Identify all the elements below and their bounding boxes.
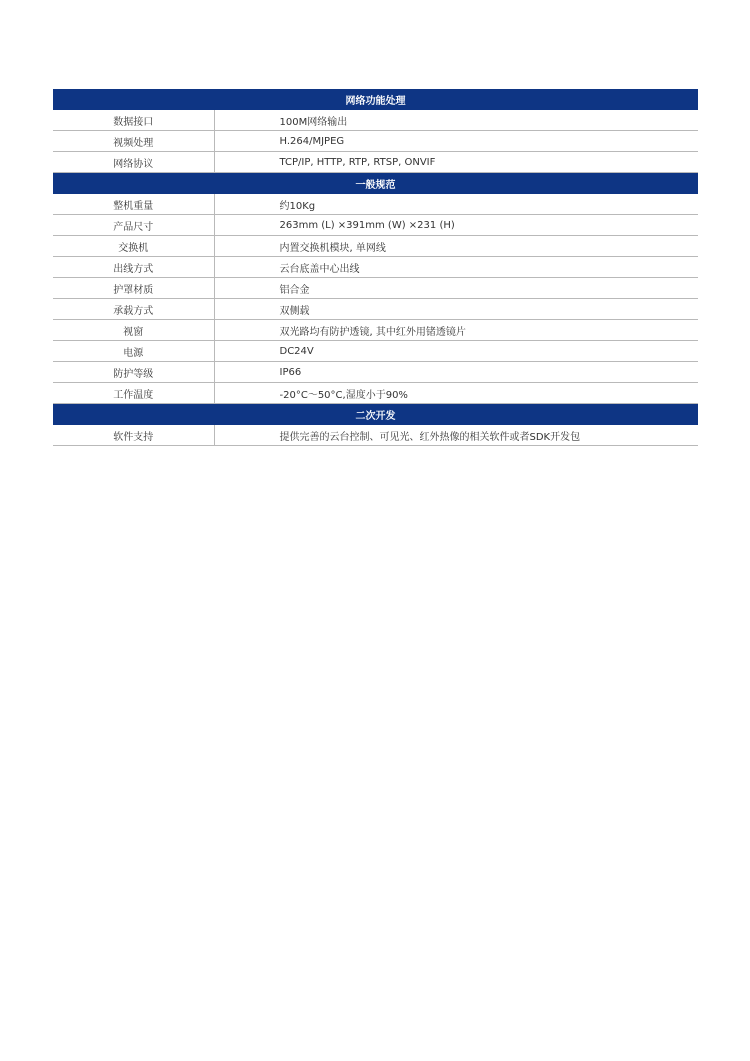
row-value: DC24V bbox=[214, 341, 698, 362]
row-value: H.264/MJPEG bbox=[214, 131, 698, 152]
row-value: 双侧载 bbox=[214, 299, 698, 320]
row-label: 软件支持 bbox=[53, 425, 214, 446]
section-header-network bbox=[53, 89, 698, 110]
row-value: -20°C～50°C,湿度小于90% bbox=[214, 383, 698, 404]
table-row bbox=[53, 278, 698, 299]
row-label: 数据接口 bbox=[53, 110, 214, 131]
table-row bbox=[53, 236, 698, 257]
row-value: 263mm (L) ×391mm (W) ×231 (H) bbox=[214, 215, 698, 236]
row-value: 双光路均有防护透镜, 其中红外用锗透镜片 bbox=[214, 320, 698, 341]
section-header-development bbox=[53, 404, 698, 425]
row-label: 整机重量 bbox=[53, 194, 214, 215]
row-label: 产品尺寸 bbox=[53, 215, 214, 236]
row-label: 工作温度 bbox=[53, 383, 214, 404]
section-title: 二次开发 bbox=[53, 404, 698, 425]
row-value: 内置交换机模块, 单网线 bbox=[214, 236, 698, 257]
table-row bbox=[53, 110, 698, 131]
section-header-general bbox=[53, 173, 698, 194]
table-row bbox=[53, 152, 698, 173]
table-row bbox=[53, 341, 698, 362]
table-row bbox=[53, 362, 698, 383]
table-row bbox=[53, 299, 698, 320]
table-row bbox=[53, 383, 698, 404]
row-value: IP66 bbox=[214, 362, 698, 383]
row-value: 提供完善的云台控制、可见光、红外热像的相关软件或者SDK开发包 bbox=[214, 425, 698, 446]
table-row bbox=[53, 320, 698, 341]
row-label: 网络协议 bbox=[53, 152, 214, 173]
row-label: 护罩材质 bbox=[53, 278, 214, 299]
section-title: 网络功能处理 bbox=[53, 89, 698, 110]
section-title: 一般规范 bbox=[53, 173, 698, 194]
table-row bbox=[53, 131, 698, 152]
row-value: 云台底盖中心出线 bbox=[214, 257, 698, 278]
row-label: 防护等级 bbox=[53, 362, 214, 383]
row-value: 铝合金 bbox=[214, 278, 698, 299]
row-label: 交换机 bbox=[53, 236, 214, 257]
table-row bbox=[53, 257, 698, 278]
table-row bbox=[53, 425, 698, 446]
row-label: 承载方式 bbox=[53, 299, 214, 320]
row-value: TCP/IP, HTTP, RTP, RTSP, ONVIF bbox=[214, 152, 698, 173]
row-label: 视频处理 bbox=[53, 131, 214, 152]
row-label: 电源 bbox=[53, 341, 214, 362]
row-value: 100M网络输出 bbox=[214, 110, 698, 131]
row-label: 视窗 bbox=[53, 320, 214, 341]
row-label: 出线方式 bbox=[53, 257, 214, 278]
spec-table bbox=[53, 89, 698, 446]
table-row bbox=[53, 194, 698, 215]
row-value: 约10Kg bbox=[214, 194, 698, 215]
table-row bbox=[53, 215, 698, 236]
